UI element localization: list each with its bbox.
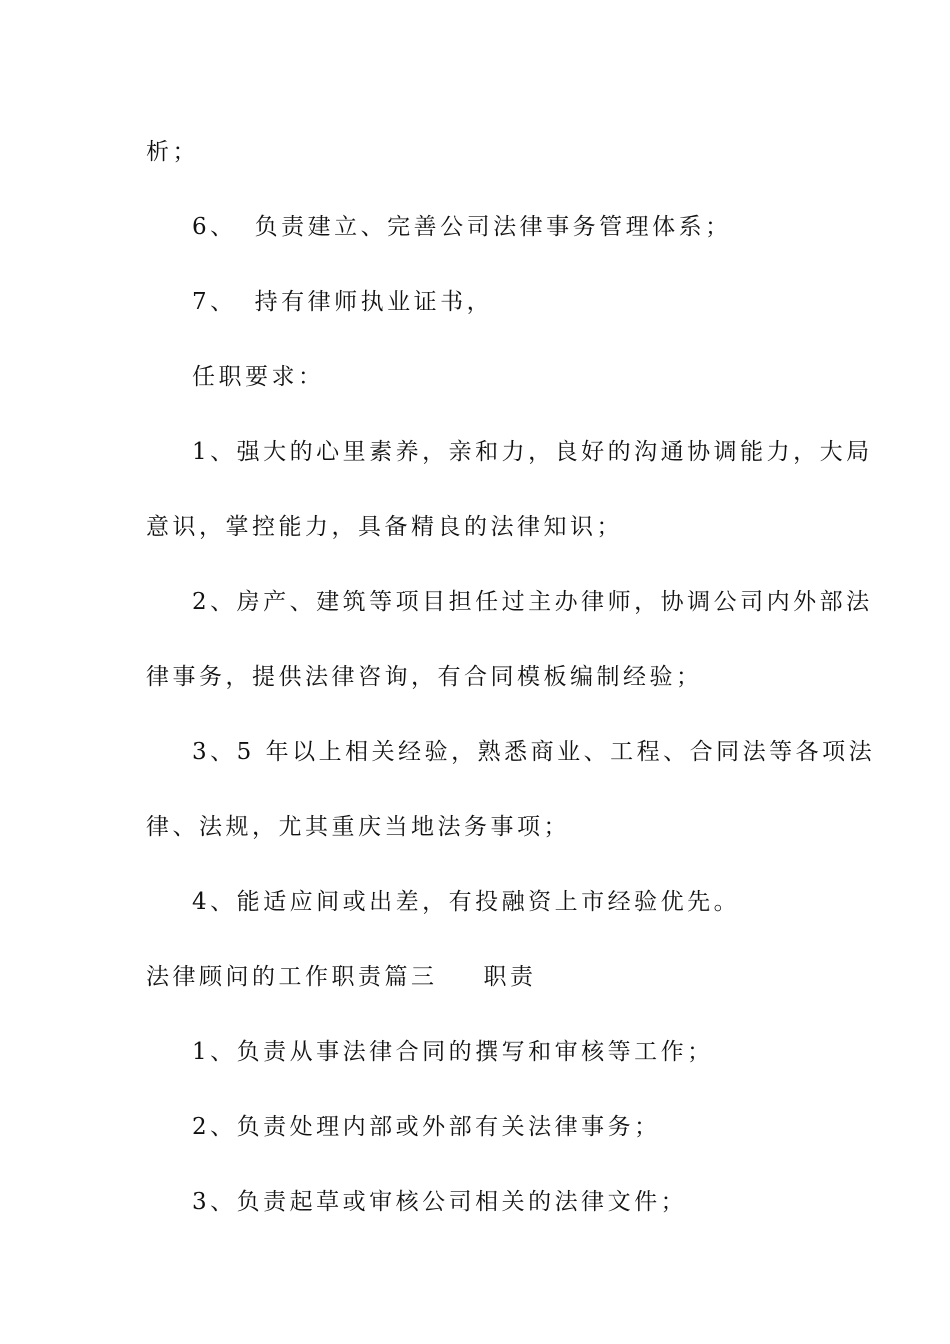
requirement-4 [192,886,740,918]
item-text: 持有律师执业证书， [254,289,494,315]
line-text: 4、能适应间或出差，有投融资上市经验优先。 [192,889,741,915]
line-text: 任职要求： [192,364,325,390]
line-text: 2、负责处理内部或外部有关法律事务； [192,1114,661,1140]
line-text: 律事务，提供法律咨询，有合同模板编制经验； [146,664,703,690]
item-text: 负责建立、完善公司法律事务管理体系； [254,214,732,240]
line-text: 1、负责从事法律合同的撰写和审核等工作； [192,1039,714,1065]
duty-3 [192,1186,687,1218]
text-line-1 [146,136,199,168]
requirement-2-line-2 [146,661,703,693]
section-title: 法律顾问的工作职责篇三 [146,964,438,990]
requirement-1-line-2 [146,511,623,543]
duty-2 [192,1111,661,1143]
requirement-3-line-2 [146,811,570,843]
line-text: 3、5 年以上相关经验，熟悉商业、工程、合同法等各项法 [192,739,876,765]
line-text: 3、负责起草或审核公司相关的法律文件； [192,1189,688,1215]
requirement-2-line-1 [192,586,873,618]
duty-1 [192,1036,714,1068]
item-number: 7、 [192,289,237,315]
line-text: 律、法规，尤其重庆当地法务事项； [146,814,570,840]
line-text: 1、强大的心里素养，亲和力，良好的沟通协调能力，大局 [192,439,873,465]
line-text: 意识，掌控能力，具备精良的法律知识； [146,514,623,540]
requirement-1-line-1 [192,436,873,468]
line-text: 析； [146,139,199,165]
item-number: 6、 [192,214,237,240]
section-heading-requirements [192,361,325,393]
list-item-7 [192,286,493,318]
section-title-part-three [146,961,537,993]
list-item-6 [192,211,732,243]
requirement-3-line-1 [192,736,875,768]
section-subtitle: 职责 [483,964,537,990]
line-text: 2、房产、建筑等项目担任过主办律师，协调公司内外部法 [192,589,873,615]
